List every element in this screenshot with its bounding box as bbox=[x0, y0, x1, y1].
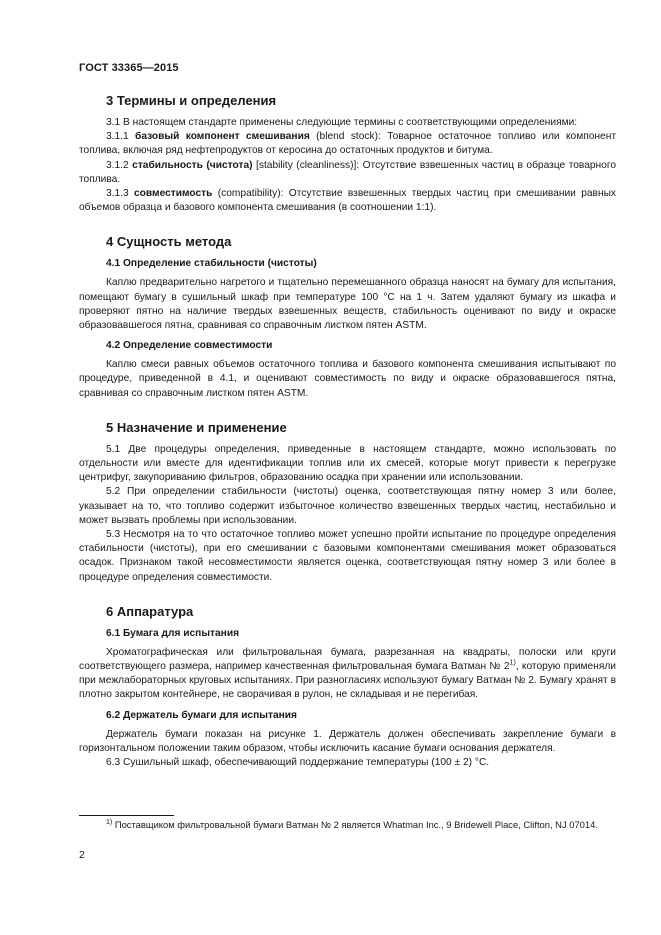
footnote-divider bbox=[79, 815, 174, 816]
section-3-title: 3 Термины и определения bbox=[106, 93, 277, 108]
document-header: ГОСТ 33365—2015 bbox=[79, 62, 179, 74]
section-6-title: 6 Аппаратура bbox=[106, 603, 194, 619]
subsection-6-2-title: 6.2 Держатель бумаги для испытания bbox=[106, 709, 297, 721]
paragraph-3-1: 3.1 В настоящем стандарте применены следующие термины с соответствующими определениями: bbox=[106, 117, 578, 128]
paragraph-5-1: 5.1 Две процедуры определения, приведенные в настоящем стандарте, можно использовать по отдельности или вместе для идентификации топлив или их смесей, которые могут привести к перегрузке центрифуг, закупориванию фильтров, образованию осадка при хранении или использовании. bbox=[79, 443, 616, 484]
paragraph-4-1: Каплю предварительно нагретого и тщательно перемешанного образца наносят на бумагу для испытания, помещают бумагу в сушильный шкаф при температуре 100 °С на 1 ч. Затем удаляют бумагу из шкафа и проверяют пятно на наличие твердых взвешенных веществ, стабильность оценивают по виду и окраске образовавшегося пятна, сравнивая со справочным листком пятен ASTM. bbox=[79, 277, 616, 332]
footnote-ref: 1) bbox=[509, 659, 516, 667]
term-3-1-3 bbox=[79, 187, 616, 215]
term-definition: (compatibility): Отсутствие взвешенных твердых частиц при смешивании равных объемов образца и базового компонента смешивания (в соотношении 1:1). bbox=[79, 188, 616, 214]
paragraph-5-3: 5.3 Несмотря на то что остаточное топливо может успешно пройти испытание по процедуре определения стабильности (чистоты), при его смешивании с базовыми компонентами смешивания может образоваться осадок. Признаком такой несовместимости является оценка, соответствующая пятну номер 3 или более в процедуре определения совместимости. bbox=[79, 529, 616, 583]
section-4-title: 4 Сущность метода bbox=[106, 234, 232, 250]
term-name: стабильность (чистота) bbox=[132, 159, 253, 171]
paragraph-5-2: 5.2 При определении стабильности (чистоты) оценка, соответствующая пятну номер 3 или более, указывает на то, что топливо содержит избыточное количество взвешенных твердых частиц, нестабильно и может вызвать проблемы при использовании. bbox=[79, 486, 616, 526]
term-definition: [stability (cleanliness)]: Отсутствие взвешенных частиц в образце товарного топлива. bbox=[79, 159, 616, 185]
term-number: 3.1.1 bbox=[106, 131, 136, 143]
term-name: базовый компонент смешивания bbox=[135, 131, 310, 143]
paragraph-6-1-text-cont: , которую применяли при межлабораторных круговых испытаниях. При разногласиях используют бумагу Ватман № 2. Бумагу хранят в плотно закрытом контейнере, не сворачивая в рулон, не складывая и не перегибая. bbox=[79, 661, 616, 701]
subsection-4-2-title: 4.2 Определение совместимости bbox=[106, 340, 273, 352]
footnote bbox=[79, 818, 616, 831]
paragraph-6-1-text: Хроматографическая или фильтровальная бумага, разрезанная на квадраты, полоски или круги соответствующего размера, например качественная фильтровальная бумага Ватман № 2 bbox=[79, 646, 616, 673]
footnote-text: Поставщиком фильтровальной бумаги Ватман № 2 является Whatman Inc., 9 Bridewell Place, Clifton, NJ 07014. bbox=[112, 819, 598, 830]
subsection-4-1-title: 4.1 Определение стабильности (чистоты) bbox=[106, 258, 317, 270]
term-3-1-2 bbox=[79, 159, 616, 187]
term-number: 3.1.2 bbox=[106, 159, 133, 171]
footnote-mark: 1) bbox=[106, 818, 113, 826]
term-name: совместимость bbox=[134, 188, 213, 200]
paragraph-6-1 bbox=[79, 646, 616, 703]
document-body bbox=[79, 92, 616, 770]
term-3-1-1 bbox=[79, 130, 616, 158]
page-number: 2 bbox=[79, 849, 85, 861]
term-definition: (blend stock): Товарное остаточное топливо или компонент топлива, включая ряд нефтепродуктов от керосина до остаточных продуктов и битума. bbox=[79, 131, 616, 157]
paragraph-6-3: 6.3 Сушильный шкаф, обеспечивающий поддержание температуры (100 ± 2) °С. bbox=[106, 757, 490, 769]
paragraph-4-2: Каплю смеси равных объемов остаточного топлива и базового компонента смешивания испытывают по процедуре, приведенной в 4.1, и оценивают совместимость по виду и окраске образовавшегося пятна, сравнивая со справочным листком пятен ASTM. bbox=[79, 359, 616, 399]
subsection-6-1-title: 6.1 Бумага для испытания bbox=[106, 627, 240, 639]
term-number: 3.1.3 bbox=[106, 188, 135, 200]
section-5-title: 5 Назначение и применение bbox=[106, 419, 287, 435]
paragraph-6-2: Держатель бумаги показан на рисунке 1. Держатель должен обеспечивать закрепление бумаги в горизонтальном положении таким образом, чтобы исключить касание бумаги основания держателя. bbox=[79, 728, 616, 754]
